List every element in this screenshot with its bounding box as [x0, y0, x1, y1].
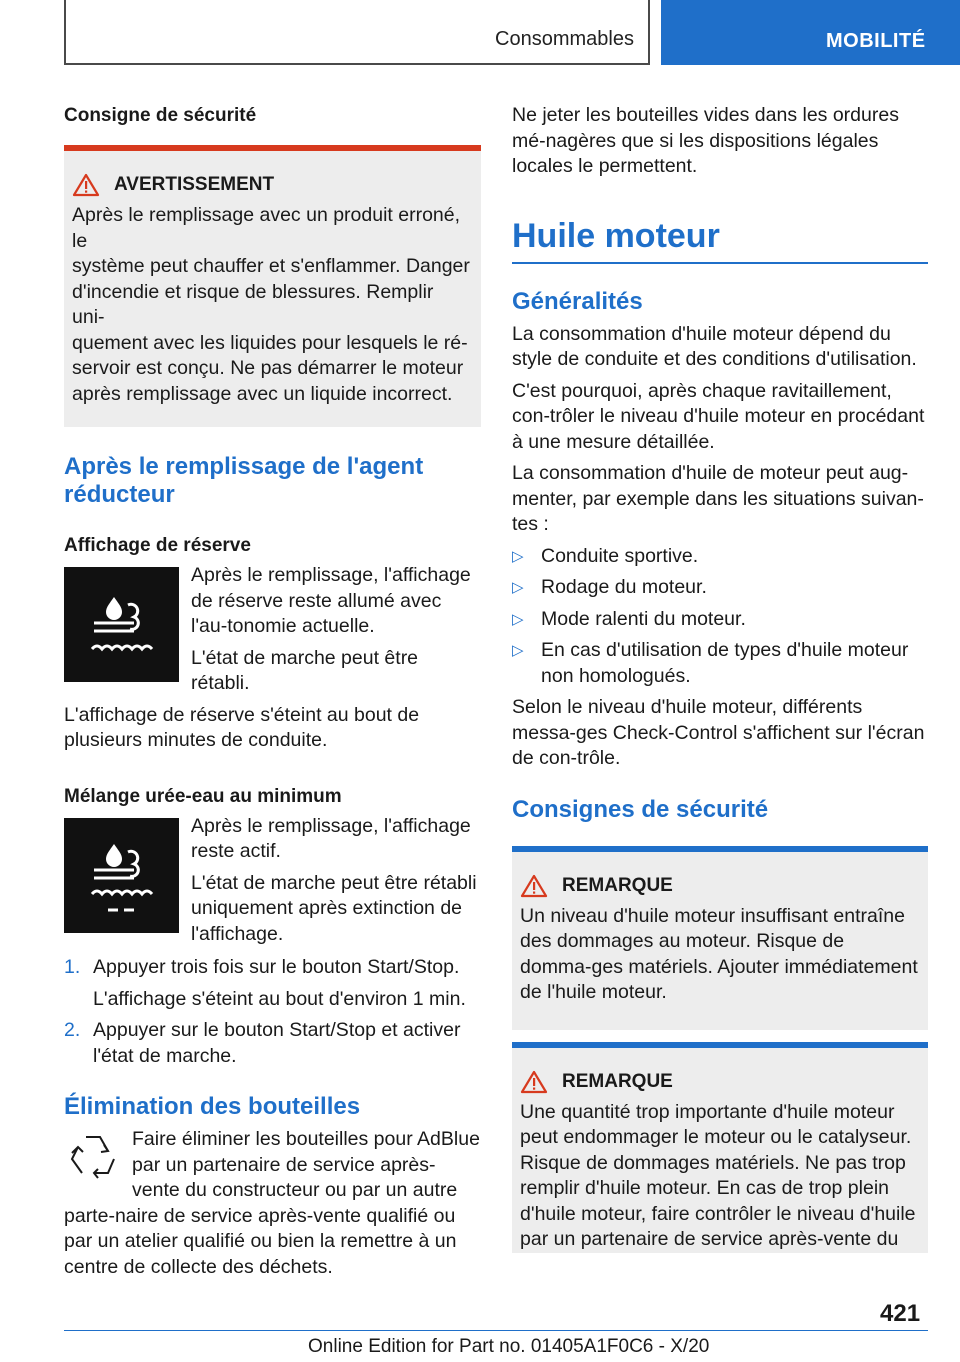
- edition-footer: Online Edition for Part no. 01405A1F0C6 - X/20: [308, 1336, 710, 1357]
- warning-line: d'incendie et risque de blessures. Remplir uni-: [72, 280, 434, 328]
- list-item: ▷ Rodage du moteur.: [512, 576, 707, 598]
- oil-title: Huile moteur: [512, 216, 928, 264]
- minimum-block: [64, 814, 481, 948]
- reserve-text-3: L'affichage de réserve s'éteint au bout de plusieurs minutes de conduite.: [64, 703, 420, 751]
- note-box: [512, 1042, 928, 1253]
- minimum-text-2: L'état de marche peut être rétabli uniquement après extinction de l'affichage.: [191, 871, 477, 945]
- reserve-heading: Affichage de réserve: [64, 535, 251, 556]
- disposal-block: [64, 1127, 481, 1280]
- header-section-box: [64, 0, 650, 65]
- note-text: Une quantité trop importante d'huile moteur peut endommager le moteur ou le catalyseur. Risque de dommages matériels. Ne pas trop remplir d'huile moteur. En cas de trop plein d'huile moteur, faire contrôler le niveau d'huile par un partenaire de service après-vente du: [520, 1100, 916, 1250]
- general-text-3: La consommation d'huile de moteur peut aug-menter, par exemple dans les situations suivan-tes :: [512, 462, 924, 535]
- general-text-2: C'est pourquoi, après chaque ravitaillement, con-trôler le niveau d'huile moteur en procédant à une mesure détaillée.: [512, 379, 925, 453]
- note-box: [512, 846, 928, 1030]
- warning-line: quement avec les liquides pour lesquels le ré-: [72, 331, 468, 354]
- reserve-block: [64, 563, 481, 754]
- footer-divider: [64, 1330, 928, 1331]
- reserve-text-2: L'état de marche peut être rétabli.: [191, 646, 419, 694]
- recycle-icon: [64, 1129, 122, 1187]
- after-fill-heading: Après le remplissage de l'agent réducteur: [64, 453, 424, 508]
- list-item: ▷ Conduite sportive.: [512, 544, 699, 567]
- warning-box: [64, 145, 481, 427]
- warning-line: servoir est conçu. Ne pas démarrer le moteur: [72, 357, 464, 379]
- warning-triangle-icon: [520, 874, 548, 898]
- minimum-text-1: Après le remplissage, l'affichage reste actif.: [191, 814, 471, 862]
- note-title: REMARQUE: [520, 1070, 918, 1094]
- step-item: 1. Appuyer trois fois sur le bouton Start/Stop. L'affichage s'éteint au bout d'environ 1 min.: [64, 956, 466, 1010]
- steps-list: [64, 955, 481, 1069]
- left-column: [64, 100, 481, 1280]
- reserve-text-1: Après le remplissage, l'affichage de réserve reste allumé avec l'au-tonomie actuelle.: [191, 564, 471, 637]
- adblue-reserve-indicator-icon: [64, 567, 179, 682]
- section-title: Consommables: [495, 28, 634, 50]
- note-text: Un niveau d'huile moteur insuffisant entraîne des dommages au moteur. Risque de domma-ges matériels. Ajouter immédiatement de l'huile moteur.: [520, 904, 918, 1003]
- page-number: 421: [880, 1300, 921, 1327]
- disposal-heading: Élimination des bouteilles: [64, 1093, 361, 1120]
- situation-list: [512, 544, 928, 690]
- safety-heading-right: Consignes de sécurité: [512, 795, 769, 823]
- general-text-1: La consommation d'huile moteur dépend du style de conduite et des conditions d'utilisation.: [512, 322, 917, 370]
- general-heading: Généralités: [512, 287, 643, 315]
- warning-line: Après le remplissage avec un produit erroné, le: [72, 204, 461, 252]
- list-item: ▷ Mode ralenti du moteur.: [512, 607, 746, 630]
- general-text-4: Selon le niveau d'huile moteur, différents messa-ges Check-Control s'affichent sur l'écran de con-trôle.: [512, 696, 925, 769]
- adblue-minimum-indicator-icon: [64, 818, 179, 933]
- chapter-tab[interactable]: [661, 0, 960, 65]
- list-item: ▷ En cas d'utilisation de types d'huile moteur non homologués.: [512, 639, 909, 687]
- minimum-heading: Mélange urée-eau au minimum: [64, 785, 342, 807]
- warning-title: AVERTISSEMENT: [72, 173, 471, 197]
- chapter-tab-label: MOBILITÉ: [826, 30, 926, 52]
- safety-heading: Consigne de sécurité: [64, 105, 257, 126]
- warning-triangle-icon: [72, 173, 100, 197]
- disposal-text: Faire éliminer les bouteilles pour AdBlue par un partenaire de service après-vente du constructeur ou par un autre parte-naire de service après-vente qualifié ou par un atelier qualifié ou bien la remettre à un centre de collecte des déchets.: [64, 1128, 480, 1278]
- disposal-note: Ne jeter les bouteilles vides dans les ordures mé-nagères que si les dispositions légales locales le permettent.: [512, 104, 899, 177]
- step-item: 2. Appuyer sur le bouton Start/Stop et activer l'état de marche.: [64, 1019, 461, 1067]
- right-column: [512, 100, 928, 1253]
- warning-line: système peut chauffer et s'enflammer. Danger: [72, 255, 470, 277]
- note-title: REMARQUE: [520, 874, 918, 898]
- warning-line: après remplissage avec un liquide incorrect.: [72, 382, 453, 405]
- warning-triangle-icon: [520, 1070, 548, 1094]
